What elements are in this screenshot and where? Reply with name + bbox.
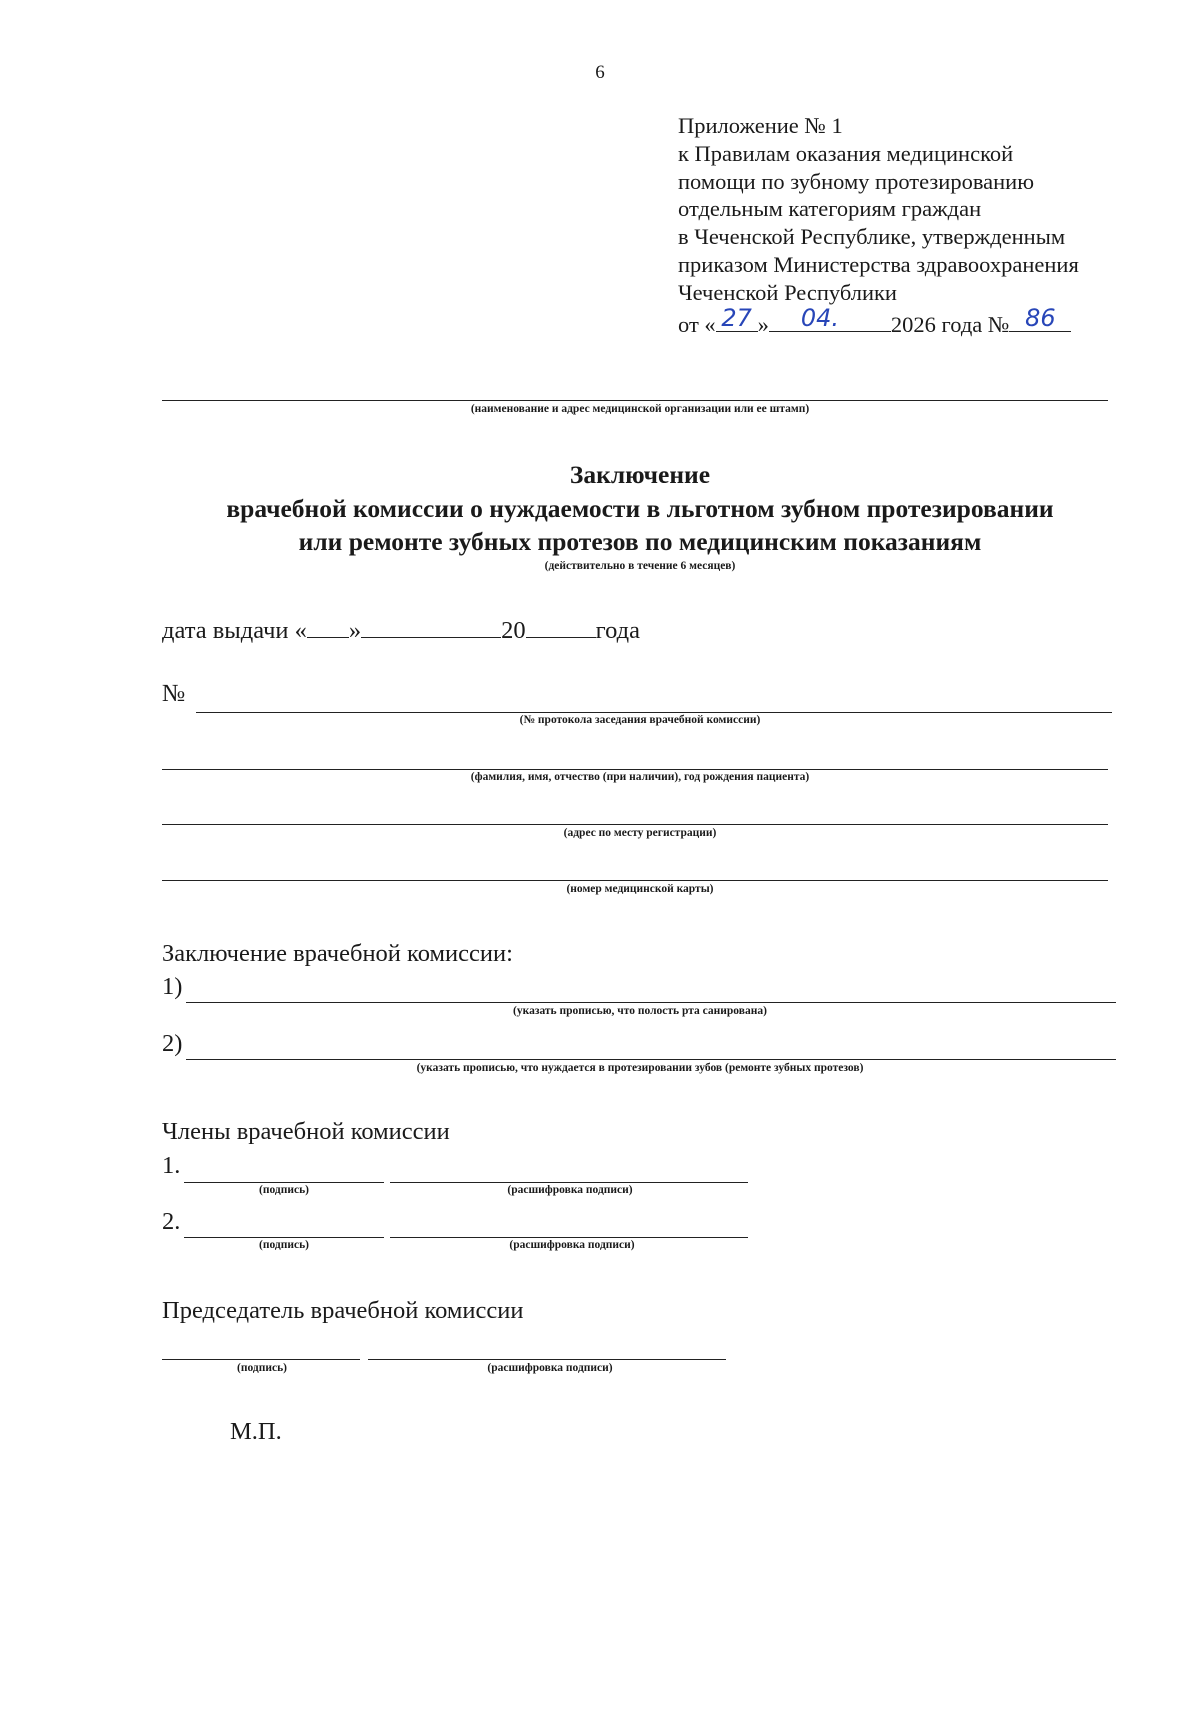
chairman-signature-caption: (подпись): [237, 1362, 287, 1374]
stamp-place: М.П.: [230, 1418, 282, 1445]
chairman-decoding-line[interactable]: [368, 1359, 726, 1360]
member2-signature-caption: (подпись): [259, 1239, 309, 1251]
member2-signature-line[interactable]: [184, 1237, 384, 1238]
conclusion-heading: Заключение врачебной комиссии:: [162, 940, 513, 967]
patient-caption: (фамилия, имя, отчество (при наличии), год рождения пациента): [470, 771, 810, 783]
conclusion-item1-line[interactable]: [186, 1002, 1116, 1003]
appendix-line: Чеченской Республики: [678, 279, 897, 305]
year-text: 2026 года №: [890, 311, 1010, 337]
members-heading: Члены врачебной комиссии: [162, 1118, 450, 1145]
issue-date-quote-close: »: [348, 617, 362, 644]
appendix-block: [678, 112, 1079, 338]
page-number: 6: [595, 62, 605, 83]
card-caption: (номер медицинской карты): [566, 883, 714, 895]
date-quote-close: »: [757, 311, 769, 337]
member2-decoding-line[interactable]: [390, 1237, 748, 1238]
appendix-line: помощи по зубному протезированию: [678, 168, 1035, 194]
address-line[interactable]: [162, 824, 1108, 825]
handwritten-day: 27: [721, 303, 752, 332]
org-line[interactable]: [162, 400, 1108, 401]
appendix-line: отдельным категориям граждан: [678, 196, 982, 222]
conclusion-item2-caption: (указать прописью, что нуждается в протезировании зубов (ремонте зубных протезов): [416, 1062, 864, 1074]
title-line2: врачебной комиссии о нуждаемости в льготном зубном протезировании: [226, 494, 1054, 523]
conclusion-item2-num: 2): [162, 1030, 183, 1057]
issue-date-suffix: года: [595, 617, 640, 644]
issue-date-label: дата выдачи «: [162, 617, 307, 644]
issue-year-field[interactable]: [526, 615, 596, 638]
validity-note: (действительно в течение 6 месяцев): [544, 560, 736, 572]
order-number-field[interactable]: [1009, 303, 1071, 332]
handwritten-month: 04.: [800, 303, 839, 332]
issue-date-row: [162, 615, 640, 645]
member1-decoding-caption: (расшифровка подписи): [507, 1184, 633, 1196]
appendix-line: Приложение № 1: [678, 113, 843, 138]
appendix-line: к Правилам оказания медицинской: [678, 140, 1014, 166]
chairman-signature-line[interactable]: [162, 1359, 360, 1360]
protocol-label: №: [162, 680, 186, 707]
member2-decoding-caption: (расшифровка подписи): [509, 1239, 635, 1251]
member1-num: 1.: [162, 1152, 181, 1179]
member2-num: 2.: [162, 1208, 181, 1235]
protocol-caption: (№ протокола заседания врачебной комиссии): [519, 714, 761, 726]
title-line3: или ремонте зубных протезов по медицинским показаниям: [298, 527, 982, 556]
member1-signature-line[interactable]: [184, 1182, 384, 1183]
issue-date-century: 20: [501, 617, 526, 644]
patient-line[interactable]: [162, 769, 1108, 770]
date-prefix: от «: [678, 311, 716, 337]
org-caption: (наименование и адрес медицинской организации или ее штамп): [470, 403, 810, 415]
conclusion-item2-line[interactable]: [186, 1059, 1116, 1060]
issue-month-field[interactable]: [361, 615, 501, 638]
appendix-date-line: [678, 303, 1079, 339]
protocol-line[interactable]: [196, 712, 1112, 713]
appendix-line: в Чеченской Республике, утвержденным: [678, 224, 1066, 250]
conclusion-item1-num: 1): [162, 973, 183, 1000]
address-caption: (адрес по месту регистрации): [563, 827, 717, 839]
chairman-decoding-caption: (расшифровка подписи): [487, 1362, 613, 1374]
card-line[interactable]: [162, 880, 1108, 881]
member1-signature-caption: (подпись): [259, 1184, 309, 1196]
issue-day-field[interactable]: [307, 615, 349, 638]
handwritten-order-number: 86: [1025, 303, 1056, 332]
chairman-heading: Председатель врачебной комиссии: [162, 1297, 524, 1324]
title-line1: Заключение: [569, 460, 711, 489]
month-field[interactable]: [769, 303, 891, 332]
appendix-line: приказом Министерства здравоохранения: [678, 251, 1079, 277]
member1-decoding-line[interactable]: [390, 1182, 748, 1183]
conclusion-item1-caption: (указать прописью, что полость рта санирована): [513, 1005, 767, 1017]
